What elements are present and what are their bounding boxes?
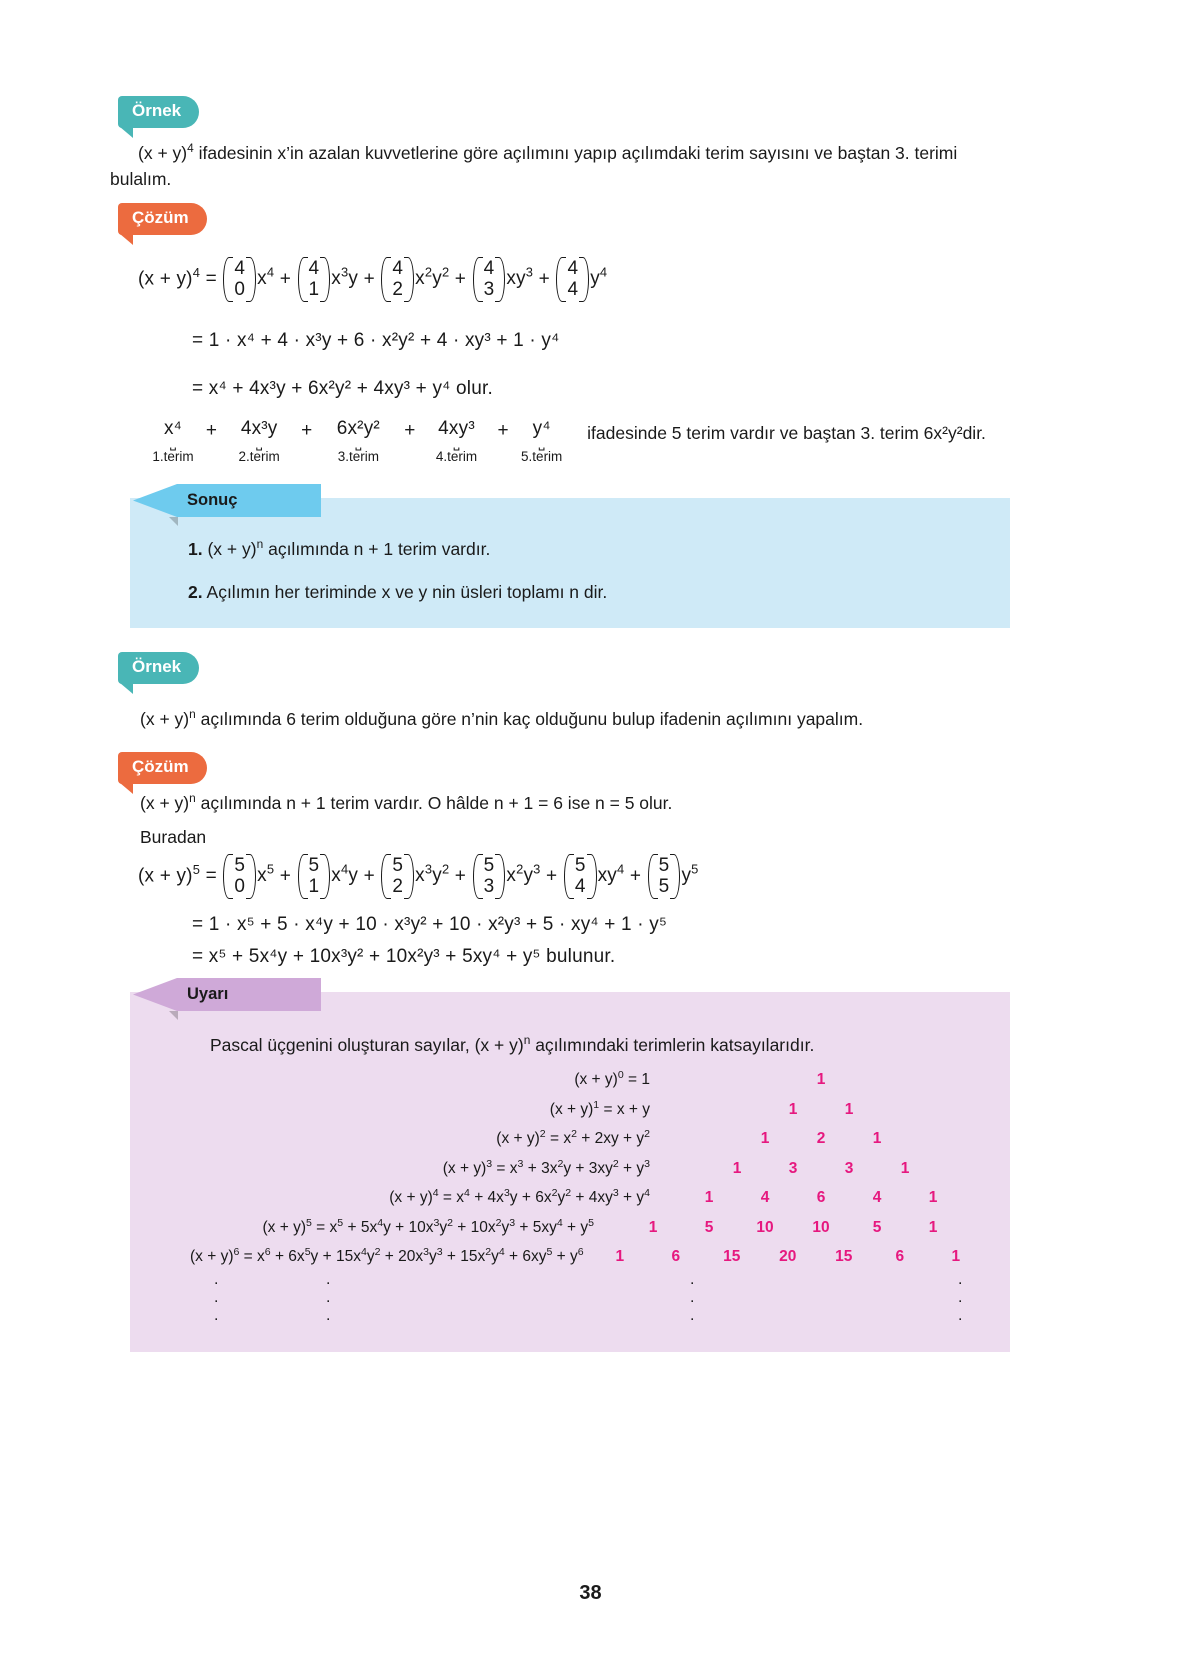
pascal-coefficients (656, 1131, 986, 1147)
binomial-coefficient: 5 1 (298, 855, 331, 898)
underbrace-glyph: ⎵ (453, 434, 460, 451)
example2-prompt (140, 706, 1020, 732)
ornek-tag-1 (118, 96, 199, 128)
item-number: 1. (188, 539, 203, 559)
coefficient: 1 (900, 1159, 910, 1177)
uyari-tag (177, 978, 321, 1011)
binomial-coefficient: 4 1 (298, 258, 331, 301)
term-5: $y^5$ (681, 862, 699, 887)
pascal-row (190, 1098, 986, 1118)
item-exp: n (256, 537, 264, 552)
ornek-label-2: Örnek (118, 652, 199, 684)
coefficient: 1 (615, 1248, 625, 1266)
ellipsis-dot: . (958, 1270, 963, 1288)
ornek-tag-2 (118, 652, 199, 684)
ellipsis-dot: . (958, 1288, 963, 1306)
pascal-expansion: $(x + y)^1 = x + y$ (549, 1098, 650, 1118)
term-2: $x^3y^2$ (415, 862, 450, 887)
underbrace-glyph: ⎵ (169, 434, 176, 451)
sonuc-label: Sonuç (187, 491, 238, 509)
pascal-coefficients (590, 1249, 986, 1265)
coefficient: 6 (671, 1248, 681, 1266)
term-1: $x^4y$ (331, 862, 359, 887)
coefficient: 5 (872, 1218, 882, 1236)
coefficient: 10 (756, 1218, 774, 1236)
binomial-coefficient: 4 2 (381, 258, 414, 301)
sol-exp: n (189, 791, 196, 806)
ornek-label-1: Örnek (118, 96, 199, 128)
item-text: açılımında n + 1 terim vardır. (263, 539, 491, 559)
pascal-row (190, 1128, 986, 1148)
example1-prompt-expr: $(x + y)^4$ (138, 141, 194, 163)
cozum-tag-1 (118, 203, 207, 235)
coefficient: 1 (951, 1248, 961, 1266)
coefficient: 1 (648, 1218, 658, 1236)
pascal-coefficients (600, 1220, 986, 1236)
coefficient: 5 (704, 1218, 714, 1236)
term-2: $x^2y^2$ (415, 265, 450, 290)
binomial-coefficient: 5 3 (473, 855, 506, 898)
term-3: $x^2y^3$ (506, 862, 541, 887)
ellipsis-dot: . (326, 1288, 331, 1306)
uyari-label: Uyarı (187, 985, 229, 1003)
ellipsis-dot: . (690, 1288, 695, 1306)
term-group: y⁴ ⎵ 5.terim (519, 418, 565, 464)
term-1: $x^3y$ (331, 265, 359, 290)
coefficient: 6 (895, 1248, 905, 1266)
pascal-row (190, 1246, 986, 1266)
plus-sign: + (295, 420, 318, 441)
coefficient: 2 (816, 1130, 826, 1148)
sonuc-tag (177, 484, 321, 517)
uyari-callout (130, 985, 1010, 1352)
ellipsis-dot: . (214, 1288, 219, 1306)
term-group: 4x³y ⎵ 2.terim (227, 418, 291, 464)
binomial-coefficient: 5 4 (564, 855, 597, 898)
binomial-coefficient: 4 3 (473, 258, 506, 301)
binomial-coefficient: 4 4 (556, 258, 589, 301)
pascal-expansion: $(x + y)^5 = x^5 + 5x^4y + 10x^3y^2 + 10x^2y^3 + 5xy^4 + y^5$ (262, 1216, 594, 1236)
plus-sign: + (491, 420, 515, 441)
term-group: 6x²y² ⎵ 3.terim (322, 418, 394, 464)
coefficient: 15 (835, 1248, 853, 1266)
coefficient: 1 (928, 1218, 938, 1236)
flag-arrow-icon (133, 484, 177, 517)
term-4: $xy^4$ (597, 862, 625, 887)
pascal-coefficients (656, 1072, 986, 1088)
pascal-ellipsis-rows (190, 1271, 986, 1327)
page-number: 38 (579, 1582, 602, 1604)
pascal-row (190, 1069, 986, 1089)
pascal-row (190, 1157, 986, 1177)
coefficient: 20 (779, 1248, 797, 1266)
pascal-coefficients (656, 1161, 986, 1177)
example2-expansion: $(x + y)^5$ = 5 0 $x^5$ + 5 1 $x^4y$ + 5 2 $x^3y^2$ + 5 3 $x^2y^3$ + 5 4 $xy^4$ + 5 5 $y^5$ (138, 855, 699, 898)
cozum-tag-2 (118, 752, 207, 784)
uyari-intro: Pascal üçgenini oluşturan sayılar, $(x + y)^n$ açılımındaki terimlerin katsayılarıdır. (210, 1033, 815, 1055)
lhs-base: (x + y) (138, 268, 193, 290)
coefficient: 10 (812, 1218, 830, 1236)
sol-text: açılımında n + 1 terim vardır. O hâlde n + 1 = 6 ise n = 5 olur. (195, 793, 673, 813)
binomial-coefficient: 5 0 (223, 855, 256, 898)
pascal-expansion: $(x + y)^6 = x^6 + 6x^5y + 15x^4y^2 + 20x^3y^3 + 15x^2y^4 + 6xy^5 + y^6$ (190, 1246, 584, 1266)
coefficient: 4 (760, 1189, 770, 1207)
coefficient: 1 (872, 1130, 882, 1148)
ellipsis-dot: . (690, 1306, 695, 1324)
lhs-base: (x + y) (138, 865, 193, 887)
example2-solution-line1 (140, 790, 1020, 816)
pascal-row (190, 1216, 986, 1236)
equals-sign: = (205, 268, 217, 290)
example2-prompt-expr: (x + y) (140, 709, 190, 729)
example1-line2: = 1 · x⁴ + 4 · x³y + 6 · x²y² + 4 · xy³ + 1 · y⁴ (192, 330, 560, 351)
ellipsis-dot: . (214, 1306, 219, 1324)
term-4: $y^4$ (590, 265, 608, 290)
uyari-body (130, 992, 1010, 1337)
item-text: Açılımın her teriminde x ve y nin üsleri toplamı n dir. (206, 582, 608, 603)
example2-prompt-text: açılımında 6 terim olduğuna göre n’nin kaç olduğunu bulup ifadenin açılımını yapalım. (195, 709, 864, 729)
sonuc-body (130, 498, 1010, 628)
pascal-triangle (190, 1069, 986, 1327)
pascal-expansion: $(x + y)^2 = x^2 + 2xy + y^2$ (496, 1128, 650, 1148)
example1-line1: $(x + y)^4$ = 4 0 $x^4$ + 4 1 $x^3y$ + 4 2 $x^2y^2$ + 4 3 $xy^3$ + 4 4 $y^4$ (138, 258, 608, 301)
underbrace-glyph: ⎵ (256, 434, 263, 451)
ellipsis-dot: . (326, 1270, 331, 1288)
term-0: $x^4$ (257, 265, 275, 290)
example2-line3: = 1 · x⁵ + 5 · x⁴y + 10 · x³y² + 10 · x²y³ + 5 · xy⁴ + 1 · y⁵ (192, 914, 668, 935)
coefficient: 6 (816, 1189, 826, 1207)
pascal-expansion: $(x + y)^3 = x^3 + 3x^2y + 3xy^2 + y^3$ (442, 1157, 650, 1177)
ellipsis-dot: . (958, 1306, 963, 1324)
coefficient: 3 (788, 1159, 798, 1177)
coefficient: 1 (788, 1100, 798, 1118)
ellipsis-dot: . (214, 1270, 219, 1288)
pascal-row (190, 1187, 986, 1207)
lhs-exp: 5 (192, 862, 201, 878)
ellipsis-dot: . (690, 1270, 695, 1288)
example1-conclusion: ifadesinde 5 terim vardır ve baştan 3. terim 6x²y²dir. (587, 423, 986, 443)
term-group: x⁴ ⎵ 1.terim (150, 418, 196, 464)
item-number: 2. (188, 582, 203, 603)
underbrace-glyph: ⎵ (355, 434, 362, 451)
ellipsis-dot: . (326, 1306, 331, 1324)
cozum-label-2: Çözüm (118, 752, 207, 784)
binomial-coefficient: 4 0 (223, 258, 256, 301)
term-group: 4xy³ ⎵ 4.terim (426, 418, 488, 464)
binomial-coefficient: 5 5 (648, 855, 681, 898)
cozum-label-1: Çözüm (118, 203, 207, 235)
coefficient: 1 (844, 1100, 854, 1118)
plus-sign: + (398, 420, 422, 441)
term-0: $x^5$ (257, 862, 275, 887)
coefficient: 15 (723, 1248, 741, 1266)
plus-sign: + (200, 420, 223, 441)
list-item (188, 536, 980, 563)
coefficient: 1 (704, 1189, 714, 1207)
binomial-coefficient: 5 2 (381, 855, 414, 898)
term-3: $xy^3$ (506, 265, 534, 290)
pascal-expansion: $(x + y)^4 = x^4 + 4x^3y + 6x^2y^2 + 4xy^3 + y^4$ (389, 1187, 650, 1207)
pascal-coefficients (656, 1102, 986, 1118)
flag-arrow-icon (133, 978, 177, 1011)
example1-prompt (110, 140, 990, 193)
coefficient: 1 (732, 1159, 742, 1177)
example1-terms-row (150, 418, 986, 466)
lhs-exp: 4 (192, 265, 201, 281)
pascal-coefficients (656, 1190, 986, 1206)
example1-prompt-text: ifadesinin x’in azalan kuvvetlerine göre açılımını yapıp açılımdaki terim sayısını ve baştan 3. terimi bulalım. (110, 143, 958, 190)
example2-prompt-exp: n (189, 707, 196, 722)
sol-expr: (x + y) (140, 793, 190, 813)
coefficient: 3 (844, 1159, 854, 1177)
example2-line4: = x⁵ + 5x⁴y + 10x³y² + 10x²y³ + 5xy⁴ + y⁵ bulunur. (192, 946, 616, 967)
example1-line3: = x⁴ + 4x³y + 6x²y² + 4xy³ + y⁴ olur. (192, 378, 493, 399)
coefficient: 1 (760, 1130, 770, 1148)
list-item (188, 579, 980, 606)
buradan-text: Buradan (140, 827, 207, 847)
coefficient: 1 (928, 1189, 938, 1207)
underbrace-glyph: ⎵ (538, 434, 545, 451)
coefficient: 1 (816, 1071, 826, 1089)
item-expr: (x + y) (207, 539, 257, 559)
pascal-expansion: $(x + y)^0 = 1$ (574, 1069, 650, 1089)
coefficient: 4 (872, 1189, 882, 1207)
sonuc-callout (130, 491, 1010, 628)
